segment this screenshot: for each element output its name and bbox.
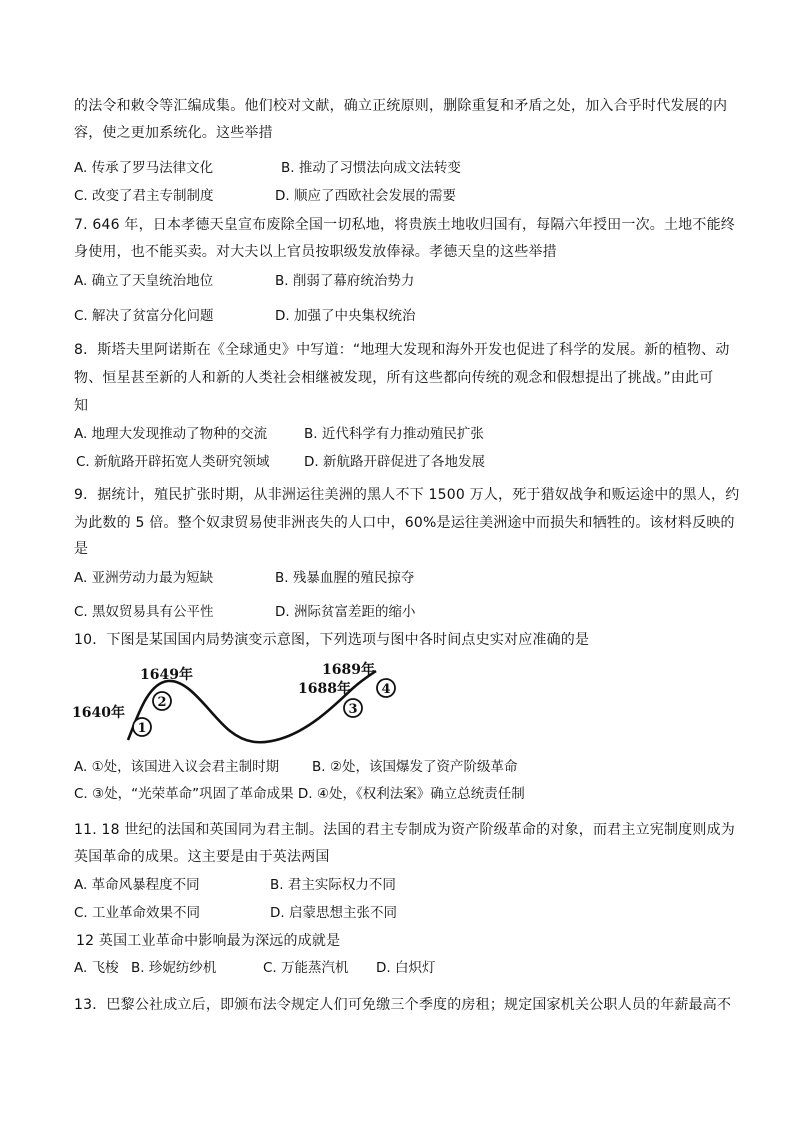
q7-option-d[interactable]: D. 加强了中央集权统治 [275,308,416,324]
q12-option-b[interactable]: B. 珍妮纺纱机 [131,960,217,976]
marker-2 [153,692,171,710]
marker-2-label: 2 [157,695,167,710]
q8-stem-line-3: 知 [74,398,89,414]
q8-stem-line-2: 物、恒星甚至新的人和新的人类社会相继被发现，所有这些都向传统的观念和假想提出了挑战。”由此可 [74,370,714,386]
q6-stem-line-1: 的法令和敕令等汇编成集。他们校对文献，确立正统原则，删除重复和矛盾之处，加入合乎时代发展的内 [74,98,728,114]
q6-option-a[interactable]: A. 传承了罗马法律文化 [74,160,214,176]
q9-stem-line-2: 为此数的 5 倍。整个奴隶贸易使非洲丧失的人口中，60%是运往美洲途中而损失和牺牲的。该材料反映的 [74,515,735,531]
q13-stem-line-1: 13．巴黎公社成立后，即颁布法令规定人们可免缴三个季度的房租；规定国家机关公职人员的年薪最高不 [74,997,732,1013]
q7-stem-line-2: 身使用，也不能买卖。对大夫以上官员按职级发放俸禄。孝德天皇的这些举措 [74,244,557,260]
q9-option-a[interactable]: A. 亚洲劳动力最为短缺 [74,570,214,586]
q10-option-c-d[interactable]: C. ③处，“光荣革命”巩固了革命成果 D. ④处，《权利法案》确立总统责任制 [74,786,525,802]
q8-option-b[interactable]: B. 近代科学有力推动殖民扩张 [304,426,484,442]
marker-3-label: 3 [348,702,358,717]
q10-stem-line-1: 10．下图是某国国内局势演变示意图，下列选项与图中各时间点史实对应准确的是 [74,632,590,648]
marker-1 [133,718,151,736]
q8-stem-line-1: 8．斯塔夫里阿诺斯在《全球通史》中写道：“地理大发现和海外开发也促进了科学的发展。新的植物、动 [74,342,730,358]
q11-option-c[interactable]: C. 工业革命效果不同 [74,905,201,921]
q9-option-c[interactable]: C. 黑奴贸易具有公平性 [74,604,214,620]
q9-stem-line-3: 是 [74,541,89,557]
q6-option-c[interactable]: C. 改变了君主专制制度 [74,188,214,204]
q10-option-a[interactable]: A. ①处，该国进入议会君主制时期 [74,759,280,775]
q6-option-b[interactable]: B. 推动了习惯法向成文法转变 [281,160,461,176]
q7-option-c[interactable]: C. 解决了贫富分化问题 [74,308,214,324]
q12-option-a[interactable]: A. 飞梭 [74,960,119,976]
marker-4 [377,679,395,697]
q12-stem-line-1: 12 英国工业革命中影响最为深远的成就是 [76,933,341,949]
q11-option-b[interactable]: B. 君主实际权力不同 [270,877,396,893]
marker-3 [344,699,362,717]
q9-option-b[interactable]: B. 残暴血腥的殖民掠夺 [275,570,415,586]
q7-option-b[interactable]: B. 削弱了幕府统治势力 [275,273,415,289]
q11-option-d[interactable]: D. 启蒙思想主张不同 [270,905,397,921]
marker-1-label: 1 [137,721,147,736]
year-1689-label: 1689年 [322,662,375,678]
year-1649-label: 1649年 [140,667,193,683]
q8-option-c[interactable]: C. 新航路开辟拓宽人类研究领域 [76,454,270,470]
marker-4-label: 4 [381,682,391,697]
q11-option-a[interactable]: A. 革命风暴程度不同 [74,877,200,893]
q7-stem-line-1: 7. 646 年，日本孝德天皇宣布废除全国一切私地，将贵族土地收归国有，每隔六年授田一次。土地不能终 [74,217,735,233]
q8-option-a[interactable]: A. 地理大发现推动了物种的交流 [74,426,268,442]
q6-stem-line-2: 容，使之更加系统化。这些举措 [74,125,273,141]
q12-option-c[interactable]: C. 万能蒸汽机 [263,960,349,976]
political-situation-diagram [70,655,410,755]
q9-stem-line-1: 9．据统计，殖民扩张时期，从非洲运往美洲的黑人不下 1500 万人，死于猎奴战争和贩运途中的黑人，约 [74,487,740,503]
year-1688-label: 1688年 [298,681,351,697]
year-1640-label: 1640年 [72,705,125,721]
q8-option-d[interactable]: D. 新航路开辟促进了各地发展 [304,454,485,470]
q11-stem-line-1: 11. 18 世纪的法国和英国同为君主制。法国的君主专制成为资产阶级革命的对象，而君主立宪制度则成为 [74,822,735,838]
q7-option-a[interactable]: A. 确立了天皇统治地位 [74,273,214,289]
q6-option-d[interactable]: D. 顺应了西欧社会发展的需要 [275,188,456,204]
q11-stem-line-2: 英国革命的成果。这主要是由于英法两国 [74,849,330,865]
q12-option-d[interactable]: D. 白炽灯 [376,960,436,976]
q10-option-b[interactable]: B. ②处，该国爆发了资产阶级革命 [312,759,518,775]
q9-option-d[interactable]: D. 洲际贫富差距的缩小 [275,604,416,620]
